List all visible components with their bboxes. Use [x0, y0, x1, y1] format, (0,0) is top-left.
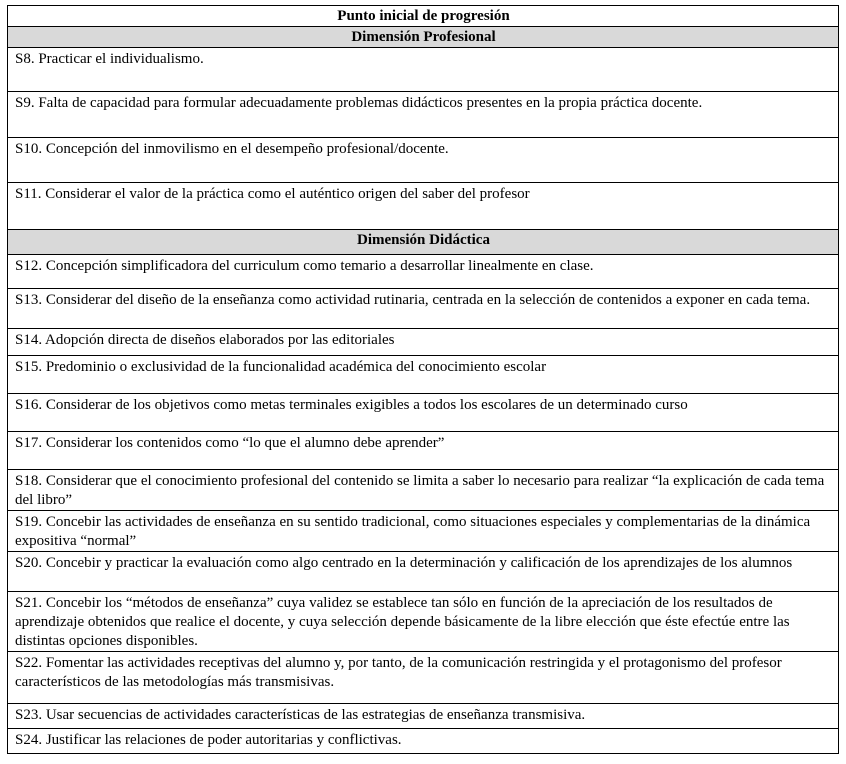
- section-header-row: [8, 230, 839, 255]
- item-s18: S18. Considerar que el conocimiento profesional del contenido se limita a saber lo necesario para realizar “la explicación de cada tema del libro”: [8, 470, 839, 511]
- item-s12: S12. Concepción simplificadora del curriculum como temario a desarrollar linealmente en clase.: [8, 255, 839, 289]
- table-row: [8, 592, 839, 652]
- table-row: [8, 552, 839, 592]
- section-header-row: [8, 27, 839, 48]
- table-row: [8, 138, 839, 183]
- table-row: [8, 432, 839, 470]
- progression-table-frame: [7, 5, 839, 754]
- table-row: [8, 289, 839, 329]
- item-s20: S20. Concebir y practicar la evaluación como algo centrado en la determinación y calificación de los aprendizajes de los alumnos: [8, 552, 839, 592]
- item-s16: S16. Considerar de los objetivos como metas terminales exigibles a todos los escolares de un determinado curso: [8, 394, 839, 432]
- table-row: [8, 329, 839, 356]
- table-row: [8, 704, 839, 729]
- table-title: Punto inicial de progresión: [8, 6, 839, 27]
- item-s10: S10. Concepción del inmovilismo en el desempeño profesional/docente.: [8, 138, 839, 183]
- section-header-didactica: Dimensión Didáctica: [8, 230, 839, 255]
- table-row: [8, 356, 839, 394]
- table-row: [8, 729, 839, 754]
- table-row: [8, 92, 839, 138]
- table-row: [8, 470, 839, 511]
- progression-table: [7, 5, 839, 754]
- item-s23: S23. Usar secuencias de actividades características de las estrategias de enseñanza transmisiva.: [8, 704, 839, 729]
- item-s8: S8. Practicar el individualismo.: [8, 48, 839, 92]
- item-s14: S14. Adopción directa de diseños elaborados por las editoriales: [8, 329, 839, 356]
- table-row: [8, 48, 839, 92]
- item-s17: S17. Considerar los contenidos como “lo que el alumno debe aprender”: [8, 432, 839, 470]
- item-s24: S24. Justificar las relaciones de poder autoritarias y conflictivas.: [8, 729, 839, 754]
- item-s13: S13. Considerar del diseño de la enseñanza como actividad rutinaria, centrada en la selección de contenidos a exponer en cada tema.: [8, 289, 839, 329]
- section-header-profesional: Dimensión Profesional: [8, 27, 839, 48]
- item-s15: S15. Predominio o exclusividad de la funcionalidad académica del conocimiento escolar: [8, 356, 839, 394]
- item-s22: S22. Fomentar las actividades receptivas del alumno y, por tanto, de la comunicación restringida y el protagonismo del profesor característicos de las metodologías más transmisivas.: [8, 652, 839, 704]
- item-s9: S9. Falta de capacidad para formular adecuadamente problemas didácticos presentes en la propia práctica docente.: [8, 92, 839, 138]
- table-row: [8, 652, 839, 704]
- item-s21: S21. Concebir los “métodos de enseñanza” cuya validez se establece tan sólo en función de la apreciación de los resultados de aprendizaje obtenidos que realice el docente, y cuya selección depende básicamente de la libre elección que éste efectúe entre las distintas opciones disponibles.: [8, 592, 839, 652]
- table-row: [8, 255, 839, 289]
- table-row: [8, 183, 839, 230]
- table-row: [8, 394, 839, 432]
- table-title-row: [8, 6, 839, 27]
- table-row: [8, 511, 839, 552]
- item-s11: S11. Considerar el valor de la práctica como el auténtico origen del saber del profesor: [8, 183, 839, 230]
- item-s19: S19. Concebir las actividades de enseñanza en su sentido tradicional, como situaciones especiales y complementarias de la dinámica expositiva “normal”: [8, 511, 839, 552]
